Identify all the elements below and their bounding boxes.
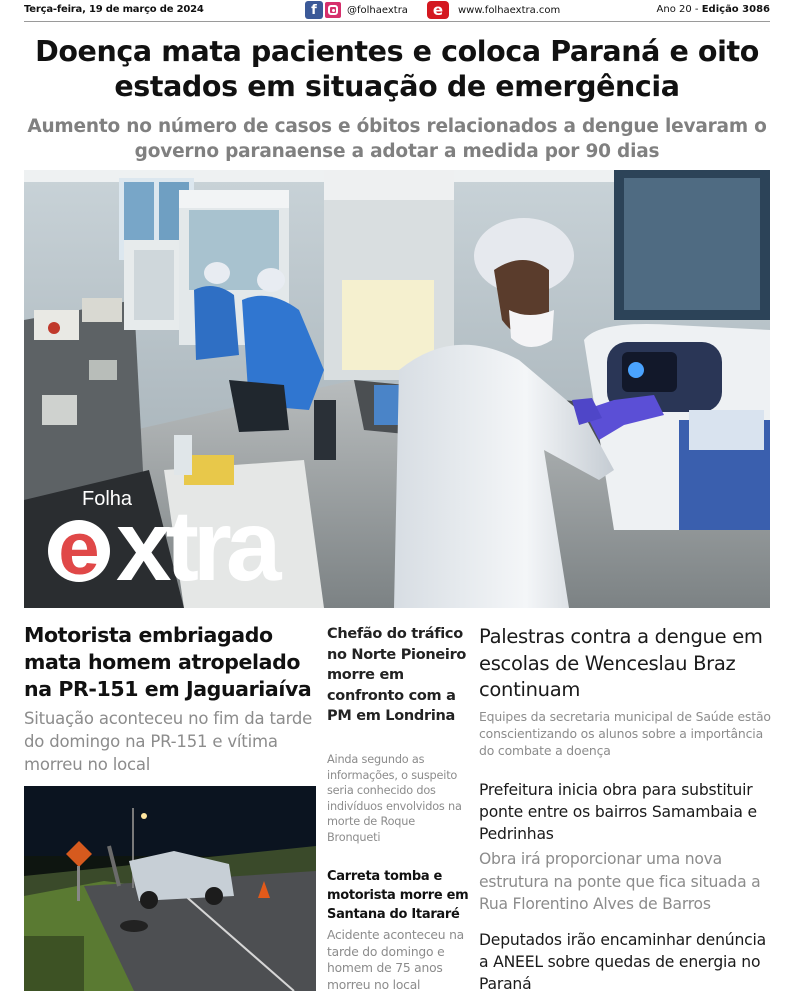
logo-folha-text: Folha xyxy=(82,488,133,510)
website-url[interactable]: www.folhaextra.com xyxy=(458,4,561,16)
story-drunk-driver-sub: Situação aconteceu no fim da tarde do domingo na PR-151 e vítima morreu no local xyxy=(24,709,313,774)
edition-prefix: Ano 20 - xyxy=(656,4,702,15)
social-handle[interactable]: @folhaextra xyxy=(347,4,408,16)
logo-e-circle: e xyxy=(48,520,110,582)
story-truck-title[interactable]: Carreta tomba e motorista morre em Santana do Itararé xyxy=(327,869,469,922)
social-links xyxy=(305,1,408,19)
folha-extra-e-icon: e xyxy=(427,1,449,19)
story-aneel-title[interactable]: Deputados irão encaminhar denúncia a ANEEL sobre quedas de energia no Paraná xyxy=(479,931,766,993)
main-headline[interactable]: Doença mata pacientes e coloca Paraná e oito estados em situação de emergência xyxy=(35,35,759,103)
logo-xtra: xtra xyxy=(116,490,276,602)
logo-extra-text xyxy=(48,490,276,602)
story-trafficker-title[interactable]: Chefão do tráfico no Norte Pioneiro morre em confronto com a PM em Londrina xyxy=(327,626,467,724)
lead-photo-lab xyxy=(24,170,770,608)
accident-scene-illustration xyxy=(24,786,316,991)
edition-info xyxy=(657,4,770,15)
main-subhead: Aumento no número de casos e óbitos relacionados a dengue levaram o governo paranaense a adotar a medida por 90 dias xyxy=(27,116,767,162)
story-truck-sub: Acidente aconteceu na tarde do domingo e homem de 75 anos morreu no local xyxy=(327,928,464,992)
story-drunk-driver-title[interactable]: Motorista embriagado mata homem atropelado na PR-151 em Jaguariaíva xyxy=(24,623,312,701)
website-link xyxy=(427,1,560,19)
edition-number: Edição 3086 xyxy=(701,4,770,15)
story-bridge-title[interactable]: Prefeitura inicia obra para substituir ponte entre os bairros Samambaia e Pedrinhas xyxy=(479,781,757,843)
accident-photo xyxy=(24,786,316,991)
story-dengue-talks-sub: Equipes da secretaria municipal de Saúde estão conscientizando os alunos sobre a importância do combate a doença xyxy=(479,709,771,758)
story-dengue-talks-title[interactable]: Palestras contra a dengue em escolas de Wenceslau Braz continuam xyxy=(479,625,763,701)
instagram-icon[interactable] xyxy=(324,1,342,19)
story-trafficker-sub: Ainda segundo as informações, o suspeito seria conhecido dos indivíduos envolvidos na morte de Roque Bronqueti xyxy=(327,753,462,844)
facebook-icon[interactable]: f xyxy=(305,1,323,19)
story-bridge-sub: Obra irá proporcionar uma nova estrutura na ponte que fica situada a Rua Florentino Alves de Barros xyxy=(479,850,761,913)
top-info-bar xyxy=(24,0,770,22)
issue-date: Terça-feira, 19 de março de 2024 xyxy=(24,4,204,15)
